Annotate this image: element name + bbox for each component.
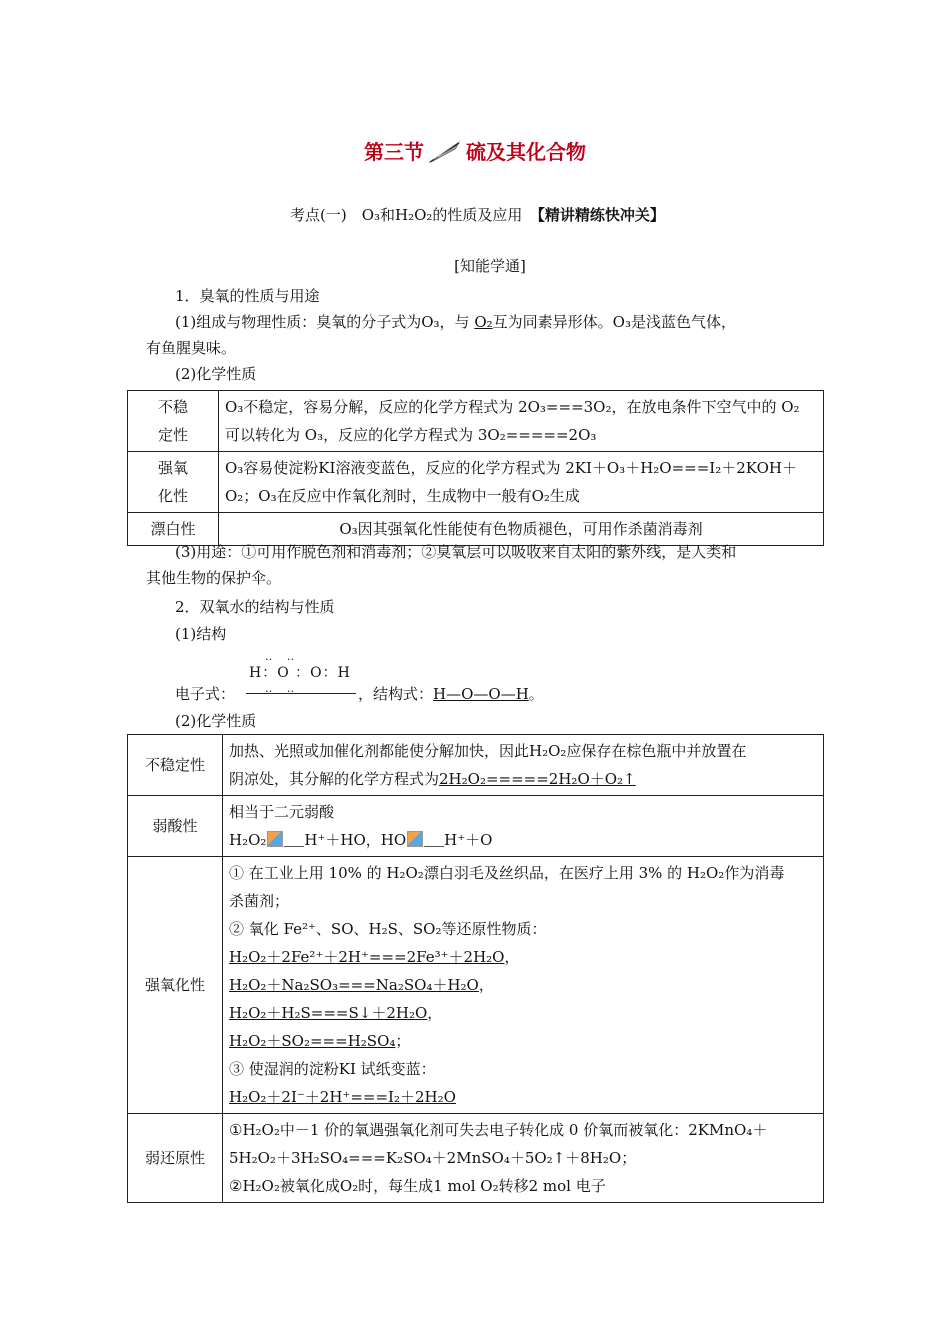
row-content: O₃容易使淀粉KI溶液变蓝色，反应的化学方程式为 2KI＋O₃＋H₂O===I₂＋2KOH＋ O₂；O₃在反应中作氧化剂时，生成物中一般有O₂生成 bbox=[219, 452, 824, 513]
topic-tag: 【精讲精练快冲关】 bbox=[537, 206, 665, 224]
heading-ozone: 1．臭氧的性质与用途 bbox=[175, 287, 320, 305]
table-row bbox=[128, 1114, 824, 1203]
row-content: 加热、光照或加催化剂都能使分解加快，因此H₂O₂应保存在棕色瓶中并放置在 阴凉处，其分解的化学方程式为2H₂O₂=====2H₂O＋O₂↑ bbox=[223, 735, 824, 796]
row-content: 相当于二元弱酸 H₂O₂ H⁺＋HO，HO H⁺＋O bbox=[223, 796, 824, 857]
ozone-use-p1: (3)用途：①可用作脱色剂和消毒剂；②臭氧层可以吸收来自太阳的紫外线，是人类和 bbox=[175, 543, 737, 561]
electron-dots-top: ‥ ‥ bbox=[265, 650, 295, 663]
title-left: 第三节 bbox=[364, 140, 424, 164]
h2o2-chem-heading: (2)化学性质 bbox=[175, 712, 257, 730]
row-content: ① 在工业上用 10% 的 H₂O₂漂白羽毛及丝织品，在医疗上用 3% 的 H₂O₂作为消毒 杀菌剂； ② 氧化 Fe²⁺、SO、H₂S、SO₂等还原性物质： H₂O₂＋2Fe²⁺＋2H⁺===2Fe³⁺＋2H₂O， H₂O₂＋Na₂SO₃===Na₂SO₄＋H₂O， H₂O₂＋H₂S===S↓＋2H₂O， H₂O₂＋SO₂===H₂SO₄； ③ 使湿润的淀粉KI 试纸变蓝： H₂O₂＋2I⁻＋2H⁺===I₂＋2H₂O bbox=[223, 857, 824, 1114]
table-row bbox=[128, 452, 824, 513]
topic-heading: 考点(一) O₃和H₂O₂的性质及应用 【精讲精练快冲关】 bbox=[290, 206, 665, 224]
table-row bbox=[128, 391, 824, 452]
row-header: 弱酸性 bbox=[128, 796, 223, 857]
row-content: O₃因其强氧化性能使有色物质褪色，可用作杀菌消毒剂 bbox=[219, 513, 824, 546]
table-row bbox=[128, 857, 824, 1114]
electron-formula: H：O ：O：H bbox=[249, 665, 351, 681]
section-title bbox=[0, 136, 950, 165]
row-content: ①H₂O₂中－1 价的氧遇强氧化剂可失去电子转化成 0 价氧而被氧化：2KMnO₄＋ 5H₂O₂＋3H₂SO₄===K₂SO₄＋2MnSO₄＋5O₂↑＋8H₂O； ②H₂O₂被氧化成O₂时，每生成1 mol O₂转移2 mol 电子 bbox=[223, 1114, 824, 1203]
table-row bbox=[128, 796, 824, 857]
electron-dots-bottom: ‥ ‥ bbox=[265, 682, 295, 695]
ozone-chem-heading: (2)化学性质 bbox=[175, 365, 257, 383]
ozone-use-p2: 其他生物的保护伞。 bbox=[146, 569, 282, 587]
electron-label: 电子式： bbox=[175, 685, 236, 703]
row-content: O₃不稳定，容易分解，反应的化学方程式为 2O₃===3O₂，在放电条件下空气中的 O₂ 可以转化为 O₃，反应的化学方程式为 3O₂=====2O₃ bbox=[219, 391, 824, 452]
row-header: 弱还原性 bbox=[128, 1114, 223, 1203]
h2o2-property-table bbox=[127, 734, 824, 1203]
section-label: [知能学通] bbox=[454, 257, 526, 275]
row-header: 不稳定性 bbox=[128, 735, 223, 796]
structure-heading: (1)结构 bbox=[175, 625, 227, 643]
row-header: 强氧化性 bbox=[128, 857, 223, 1114]
ozone-physical-p1: (1)组成与物理性质：臭氧的分子式为O₃，与 O₂互为同素异形体。O₃是浅蓝色气体， bbox=[175, 313, 736, 331]
ozone-physical-p2: 有鱼腥臭味。 bbox=[146, 339, 237, 357]
table-row bbox=[128, 735, 824, 796]
ozone-property-table bbox=[127, 390, 824, 546]
title-right: 硫及其化合物 bbox=[466, 140, 586, 164]
feather-icon bbox=[426, 139, 464, 165]
structural-formula: ，结构式：H—O—O—H。 bbox=[358, 685, 544, 703]
row-header: 不稳 定性 bbox=[128, 391, 219, 452]
heading-h2o2: 2．双氧水的结构与性质 bbox=[175, 598, 335, 616]
image-placeholder-icon bbox=[267, 831, 283, 847]
image-placeholder-icon bbox=[407, 831, 423, 847]
row-header: 强氧 化性 bbox=[128, 452, 219, 513]
row-header: 漂白性 bbox=[128, 513, 219, 546]
formula-underline bbox=[246, 693, 356, 694]
